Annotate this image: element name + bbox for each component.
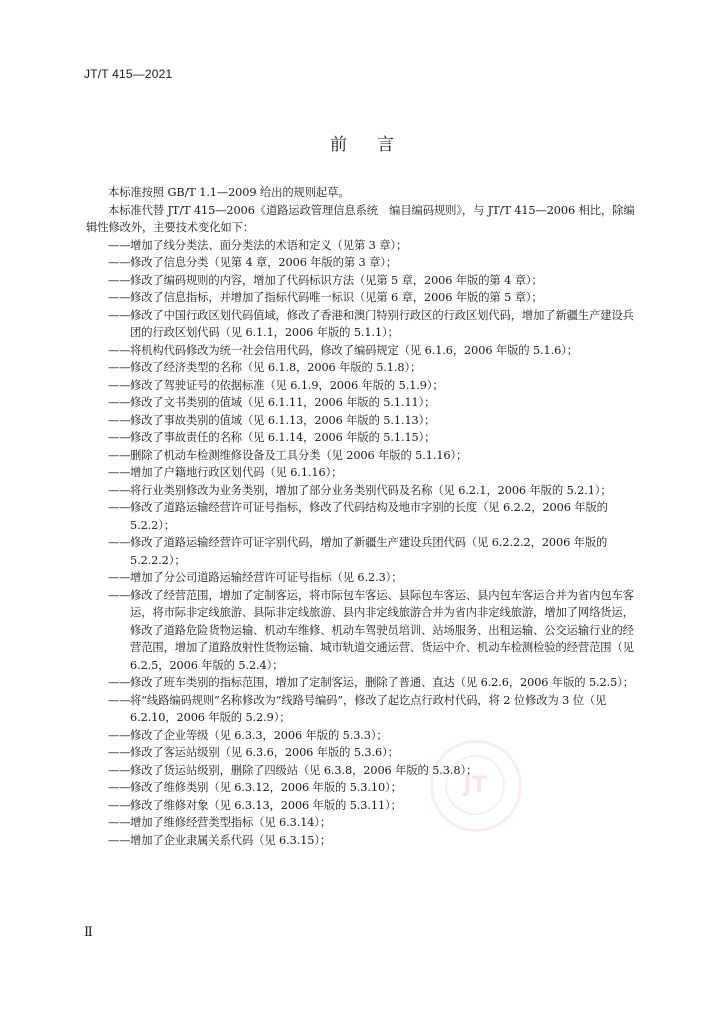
dash-marker: ——	[108, 413, 131, 427]
change-item	[86, 447, 642, 465]
dash-marker: ——	[108, 833, 131, 847]
change-item-text: 增加了户籍地行政区划代码（见 6.1.16）；	[130, 466, 343, 479]
dash-marker: ——	[108, 571, 131, 584]
change-item	[86, 814, 642, 832]
dash-marker: ——	[108, 693, 131, 707]
change-item-text: 修改了道路运输经营许可证号指标，修改了代码结构及地市字别的长度（见 6.2.2，2006 年版的 5.2.2）；	[130, 501, 608, 532]
change-item-text: 修改了维修对象（见 6.3.13，2006 年版的 5.3.11）；	[130, 798, 402, 812]
change-item	[86, 394, 642, 412]
change-item-text: 修改了编码规则的内容，增加了代码标识方法（见第 5 章，2006 年版的第 4 章）；	[130, 273, 543, 287]
change-item	[86, 587, 642, 675]
change-item-text: 增加了维修经营类型指标（见 6.3.14）；	[130, 816, 332, 829]
dash-marker: ——	[108, 343, 131, 357]
change-item-text: 修改了信息分类（见第 4 章，2006 年版的第 3 章）；	[130, 256, 398, 269]
change-item	[86, 779, 642, 797]
change-item	[86, 307, 642, 342]
dash-marker: ——	[108, 763, 131, 777]
dash-marker: ——	[108, 273, 131, 287]
change-item	[86, 797, 642, 815]
document-body	[86, 184, 642, 849]
intro-paragraph: 本标准代替 JT/T 415—2006《道路运政管理信息系统 编目编码规则》，与 JT/T 415—2006 相比，除编辑性修改外，主要技术变化如下：	[86, 203, 635, 234]
change-item	[86, 412, 642, 430]
change-item	[86, 377, 642, 395]
change-item-text: 修改了企业等级（见 6.3.3，2006 年版的 5.3.3）；	[130, 728, 388, 742]
change-item-text: 将“线路编码规则”名称修改为“线路号编码”，修改了起讫点行政村代码，将 2 位修改为 3 位（见 6.2.10，2006 年版的 5.2.9）；	[130, 693, 607, 724]
dash-marker: ——	[108, 431, 131, 444]
dash-marker: ——	[108, 256, 131, 269]
change-item-text: 修改了中国行政区划代码值域，修改了香港和澳门特别行政区的行政区划代码，增加了新疆生产建设兵团的行政区划代码（见 6.1.1，2006 年版的 5.1.1）；	[130, 308, 634, 339]
change-item	[86, 692, 642, 727]
change-item-text: 修改了客运站级别（见 6.3.6，2006 年版的 5.3.6）；	[130, 746, 399, 759]
dash-marker: ——	[108, 448, 131, 462]
change-item-text: 将机构代码修改为统一社会信用代码，修改了编码规定（见 6.1.6，2006 年版的 5.1.6）；	[130, 343, 578, 357]
change-item-text: 将行业类别修改为业务类别，增加了部分业务类别代码及名称（见 6.2.1，2006 年版的 5.2.1）；	[130, 483, 612, 497]
change-item-text: 修改了经济类型的名称（见 6.1.8，2006 年版的 5.1.8）；	[130, 361, 422, 374]
standard-code-header: JT/T 415—2021	[84, 67, 173, 81]
change-item	[86, 744, 642, 762]
change-item	[86, 429, 642, 447]
change-item	[86, 342, 642, 360]
dash-marker: ——	[108, 501, 131, 514]
change-item	[86, 499, 642, 534]
dash-marker: ——	[108, 291, 131, 304]
dash-marker: ——	[108, 588, 131, 602]
dash-marker: ——	[108, 728, 131, 742]
dash-marker: ——	[108, 378, 131, 392]
change-item	[86, 534, 642, 569]
dash-marker: ——	[108, 361, 131, 374]
change-item-text: 修改了事故类别的值域（见 6.1.13，2006 年版的 5.1.13）；	[130, 413, 436, 427]
change-item-text: 增加了企业隶属关系代码（见 6.3.15）；	[130, 833, 332, 847]
change-item-text: 修改了货运站级别，删除了四级站（见 6.3.8，2006 年版的 5.3.8）；	[130, 763, 478, 777]
dash-marker: ——	[108, 466, 131, 479]
change-item	[86, 832, 642, 850]
change-item-text: 修改了道路运输经营许可证字别代码，增加了新疆生产建设兵团代码（见 6.2.2.2，2006 年版的 5.2.2.2）；	[130, 536, 608, 567]
change-item-text: 修改了信息指标，并增加了指标代码唯一标识（见第 6 章，2006 年版的第 5 章）；	[130, 291, 543, 304]
page-title: 前言	[330, 135, 424, 155]
jt-watermark-seal	[430, 740, 522, 832]
change-item-text: 修改了事故责任的名称（见 6.1.14，2006 年版的 5.1.15）；	[130, 431, 436, 444]
dash-marker: ——	[108, 816, 131, 829]
dash-marker: ——	[108, 798, 131, 812]
dash-marker: ——	[108, 308, 131, 322]
change-item	[86, 674, 642, 692]
dash-marker: ——	[108, 483, 131, 497]
change-item-text: 修改了文书类别的值域（见 6.1.11，2006 年版的 5.1.11）；	[130, 396, 436, 409]
change-item-text: 增加了分公司道路运输经营许可证号指标（见 6.2.3）；	[130, 571, 403, 584]
change-item	[86, 289, 642, 307]
change-item	[86, 237, 642, 255]
change-item-text: 修改了班车类别的指标范围，增加了定制客运，删除了普通、直达（见 6.2.6，2006 年版的 5.2.5）；	[130, 676, 634, 689]
change-item-text: 增加了线分类法、面分类法的术语和定义（见第 3 章）；	[130, 238, 408, 252]
intro-paragraph: 本标准按照 GB/T 1.1—2009 给出的规则起草。	[108, 186, 350, 199]
dash-marker: ——	[108, 238, 131, 252]
watermark-text: JT	[445, 755, 505, 815]
change-item	[86, 254, 642, 272]
dash-marker: ——	[108, 396, 131, 409]
change-item	[86, 762, 642, 780]
change-item-text: 删除了机动车检测维修设备及工具分类（见 2006 年版的 5.1.16）；	[130, 448, 468, 462]
change-item-text: 修改了维修类别（见 6.3.12，2006 年版的 5.3.10）；	[130, 781, 402, 794]
change-item-text: 修改了经营范围，增加了定制客运，将市际包车客运、县际包车客运、县内包车客运合并为省内包车客运，将市际非定线旅游、县际非定线旅游、县内非定线旅游合并为省内非定线旅游，增加了网络货运，修改了道路危险货物运输、机动车维修、机动车驾驶员培训、站场服务、出租运输、公交运输行业的经营范围，增加了道路放射性货物运输、城市轨道交通运营、货运中介、机动车检测检验的经营范围（见 6.2.5，2006 年版的 5.2.4）；	[130, 588, 634, 672]
change-item-text: 修改了驾驶证号的依据标准（见 6.1.9，2006 年版的 5.1.9）；	[130, 378, 444, 392]
change-item	[86, 482, 642, 500]
dash-marker: ——	[108, 781, 131, 794]
change-item	[86, 272, 642, 290]
change-item	[86, 359, 642, 377]
change-item	[86, 727, 642, 745]
page-number: Ⅱ	[84, 925, 93, 940]
change-item	[86, 464, 642, 482]
dash-marker: ——	[108, 746, 131, 759]
dash-marker: ——	[108, 536, 131, 549]
dash-marker: ——	[108, 676, 131, 689]
change-item	[86, 569, 642, 587]
